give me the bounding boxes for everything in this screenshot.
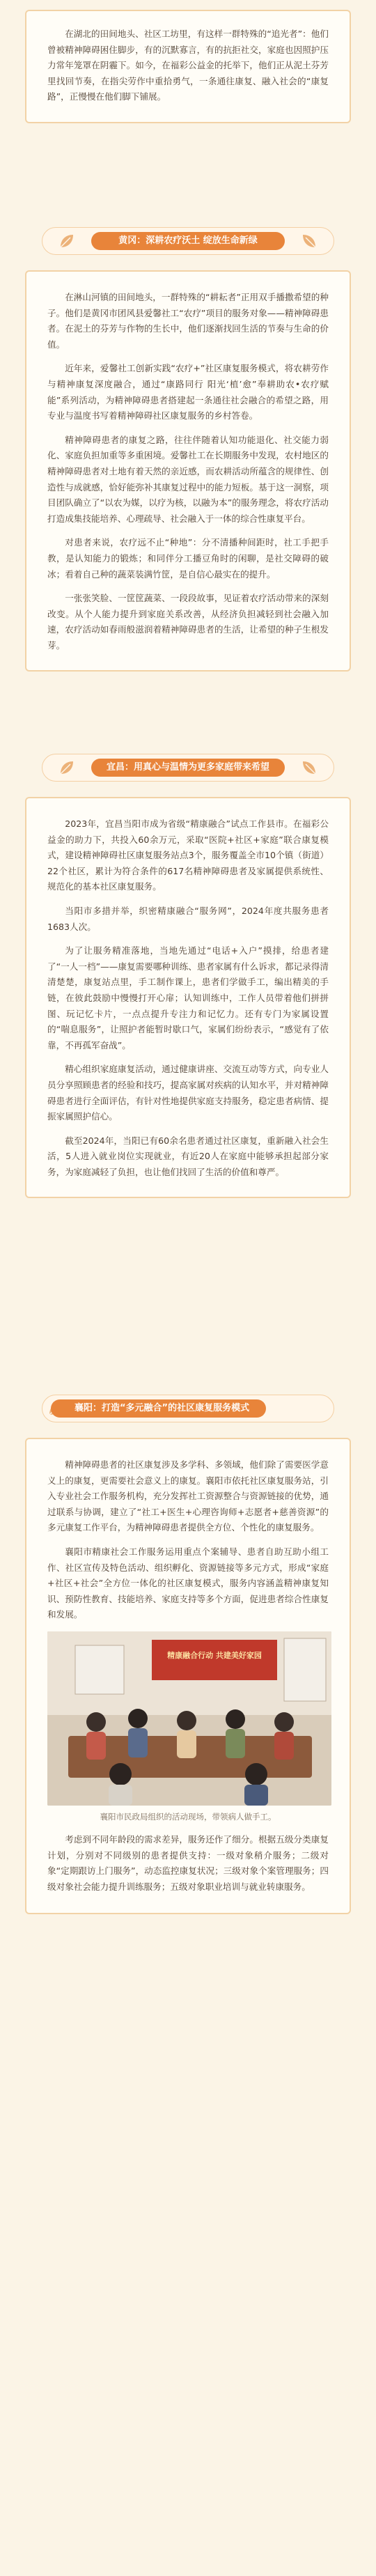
section-title-xiangyang: 襄阳：打造“多元融合”的社区康复服务模式 bbox=[51, 1399, 266, 1418]
section-paragraph: 精心组织家庭康复活动，通过健康讲座、交流互动等方式，向专业人员分享照顾患者的经验和技巧，提高家属对疾病的认知水平，并对精神障碍患者进行全面评估，有针对性地提供家庭支持服务，稳定患者病情、提振家属照护信心。 bbox=[47, 1064, 329, 1122]
section-paragraph: 当阳市多措并举，织密精康融合“服务网”，2024年度共服务患者1683人次。 bbox=[47, 905, 329, 932]
leaf-icon bbox=[58, 759, 76, 777]
section-card-yichang bbox=[25, 797, 351, 1198]
section-paragraph: 襄阳市精康社会工作服务运用重点个案辅导、患者自助互助小组工作、社区宣传及特色活动、组织孵化、资源链接等多元方式，形成“家庭+社区+社会”全方位一体化的社区康复模式，服务内容涵盖精神康复知识、预防性教育、技能培养、家庭支持等多个方面，促进患者综合性康复和发展。 bbox=[47, 1546, 329, 1620]
leaf-icon bbox=[300, 232, 318, 250]
photo-banner-text: 精康融合行动 共建美好家园 bbox=[167, 1650, 262, 1660]
section-title-huanggang: 黄冈：深耕农疗沃土 绽放生命新绿 bbox=[91, 232, 285, 250]
leaf-icon bbox=[300, 759, 318, 777]
section-title-yichang: 宜昌：用真心与温情为更多家庭带来希望 bbox=[91, 759, 285, 777]
intro-paragraph: 在湖北的田间地头、社区工坊里，有这样一群特殊的“追光者”：他们曾被精神障碍困住脚步，有的沉默寡言，有的抗拒社交，家庭也因照护压力常年笼罩在阴霾下。如今，在福彩公益金的托举下，他们正从泥土芬芳里找回节奏，在指尖劳作中重拾勇气，一条通往康复、融入社会的“康复路”，正慢慢在他们脚下铺展。 bbox=[47, 29, 329, 102]
section-paragraph: 2023年，宜昌当阳市成为省级“精康融合”试点工作县市。在福彩公益金的助力下，共投入60余万元，采取“医院+社区+家庭”联合康复模式，建设精神障碍社区康复服务站点3个，服务覆盖全市10个镇（街道）22个社区，累计为符合条件的617名精神障碍患者及家属提供系统性、规范化的基本社区康复服务。 bbox=[47, 818, 329, 892]
intro-card bbox=[25, 10, 351, 123]
photo-caption: 襄阳市民政局组织的活动现场，带领病人做手工。 bbox=[100, 1811, 276, 1822]
activity-photo bbox=[47, 1631, 331, 1806]
section-paragraph: 一张张笑脸、一筐筐蔬菜、一段段故事，见证着农疗活动带来的深刻改变。从个人能力提升到家庭关系改善，从经济负担减轻到社会融入加速，农疗活动如春雨般滋润着精神障碍患者的生活，让希望的种子生根发芽。 bbox=[47, 593, 329, 651]
section-paragraph: 截至2024年，当阳已有60余名患者通过社区康复，重新融入社会生活，5人进入就业岗位实现就业，有近20人在家庭中能够承担起部分家务，为家庭减轻了负担，也让他们找回了生活的价值和尊严。 bbox=[47, 1135, 329, 1177]
section-banner-xiangyang bbox=[42, 1395, 334, 1422]
section-banner-huanggang bbox=[42, 227, 334, 255]
section-card-huanggang bbox=[25, 270, 351, 672]
section-paragraph: 在淋山河镇的田间地头，一群特殊的“耕耘者”正用双手播撒希望的种子。他们是黄冈市团风县爱馨社工“农疗”项目的服务对象——精神障碍患者。在泥土的芬芳与作物的生长中，他们逐渐找回生活的节奏与生命的价值。 bbox=[47, 292, 329, 350]
section-paragraph: 精神障碍患者的康复之路，往往伴随着认知功能退化、社交能力弱化、家庭负担加重等多重困境。爱馨社工在长期服务中发现，农村地区的精神障碍患者对土地有着天然的亲近感，而农耕活动所蕴含的规律性、创造性与成就感，恰好能弥补其康复过程中的能力短板。基于这一洞察，项目团队确立了“以农为媒，以疗为核，以融为本”的服务理念，将农疗活动打造成集技能培养、心理疏导、社会融入于一体的综合性康复平台。 bbox=[47, 434, 329, 524]
section-paragraph: 为了让服务精准落地，当地先通过“电话+入户”摸排，给患者建了“一人一档”——康复需要哪种训练、患者家属有什么诉求，都记录得清清楚楚，康复站点里，手工制作课上，患者们学做手工，编出精美的手链，在彼此鼓励中慢慢打开心扉；认知训练中，工作人员带着他们拼拼图、玩记忆卡片，一点点提升专注力和记忆力。还有专门为家属设置的“喘息服务”，让照护者能暂时歇口气，家属们纷纷表示，“感觉有了依靠，不再孤军奋战”。 bbox=[47, 945, 329, 1050]
section-paragraph: 近年来，爱馨社工创新实践“农疗+”社区康复服务模式，将农耕劳作与精神康复深度融合，通过“康路同行 阳光‘植’愈”奉耕助农•农疗赋能”系列活动，为精神障碍患者搭建起一条通往社会融合的希望之路，用专业与温度书写着精神障碍社区康复服务的乡村答卷。 bbox=[47, 363, 329, 421]
section-card-xiangyang bbox=[25, 1438, 351, 1914]
section-paragraph: 对患者来说，农疗远不止“种地”：分不清播种间距时，社工手把手教，是认知能力的锻炼；和同伴分工播豆角时的闲聊，是社交障碍的破冰；看着自己种的蔬菜装满竹筐，是自信心最实在的提升。 bbox=[47, 537, 329, 580]
section-paragraph: 精神障碍患者的社区康复涉及多学科、多领域，他们除了需要医学意义上的康复，更需要社会意义上的康复。襄阳市依托社区康复服务站，引入专业社会工作服务机构，充分发挥社工资源整合与资源链接的优势，通过联系与协调，建立了“社工+医生+心理咨询师+志愿者+慈善资源”的多元康复工作平台，为精神障碍患者提供全方位、个性化的康复服务。 bbox=[47, 1459, 329, 1533]
leaf-icon bbox=[58, 232, 76, 250]
section-paragraph: 考虑到不同年龄段的需求差异，服务还作了细分。根据五级分类康复计划，分别对不同级别的患者提供支持：一级对象稍介服务；二级对象“定期跟访上门服务”，动态监控康复状况；三级对象个案管理服务；四级对象社会能力提升训练服务；五级对象职业培训与就业转康服务。 bbox=[47, 1833, 329, 1892]
section-banner-yichang bbox=[42, 754, 334, 782]
